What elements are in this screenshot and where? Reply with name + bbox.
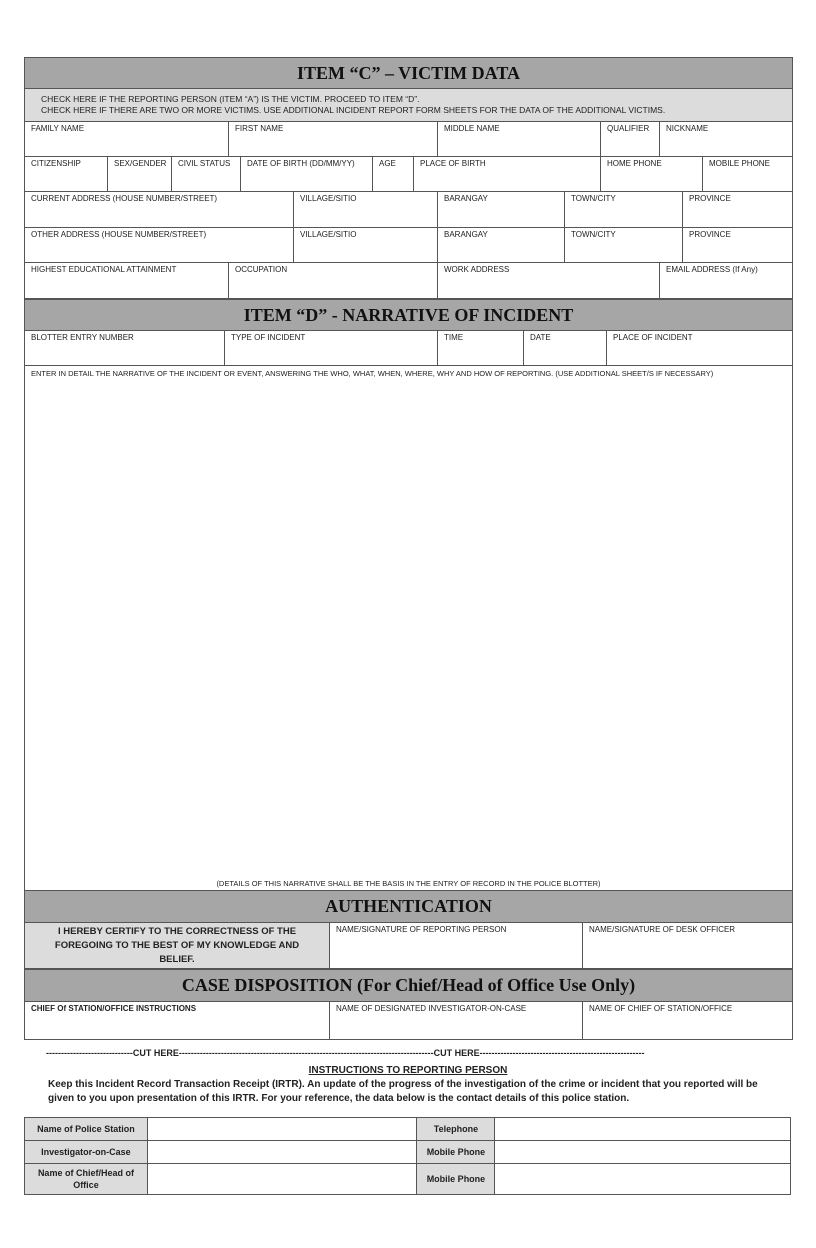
field-village-2[interactable]: VILLAGE/SITIO xyxy=(294,228,438,263)
table-row xyxy=(25,1141,791,1164)
field-chief-of-station[interactable]: NAME OF CHIEF OF STATION/OFFICE xyxy=(583,1002,793,1040)
section-header-narrative xyxy=(24,299,793,331)
field-email[interactable]: EMAIL ADDRESS (If Any) xyxy=(660,263,793,299)
check-victim-is-reporter[interactable]: CHECK HERE IF THE REPORTING PERSON (ITEM “A”) IS THE VICTIM. PROCEED TO ITEM “D”. xyxy=(41,94,420,104)
value-telephone[interactable] xyxy=(495,1118,791,1141)
field-current-address[interactable]: CURRENT ADDRESS (HOUSE NUMBER/STREET) xyxy=(24,192,294,228)
section-title: CASE DISPOSITION (For Chief/Head of Office Use Only) xyxy=(181,975,636,995)
field-home-phone[interactable]: HOME PHONE xyxy=(601,157,703,192)
field-qualifier[interactable]: QUALIFIER xyxy=(601,122,660,157)
field-sex-gender[interactable]: SEX/GENDER xyxy=(108,157,172,192)
table-row xyxy=(25,1118,791,1141)
field-barangay-1[interactable]: BARANGAY xyxy=(438,192,565,228)
value-chief[interactable] xyxy=(147,1164,417,1195)
field-town-2[interactable]: TOWN/CITY xyxy=(565,228,683,263)
field-town-1[interactable]: TOWN/CITY xyxy=(565,192,683,228)
table-row xyxy=(25,1164,791,1195)
value-police-station[interactable] xyxy=(147,1118,417,1141)
section-title: ITEM “D” - NARRATIVE OF INCIDENT xyxy=(243,304,574,325)
field-education[interactable]: HIGHEST EDUCATIONAL ATTAINMENT xyxy=(24,263,229,299)
field-province-1[interactable]: PROVINCE xyxy=(683,192,793,228)
field-nickname[interactable]: NICKNAME xyxy=(660,122,793,157)
field-village-1[interactable]: VILLAGE/SITIO xyxy=(294,192,438,228)
field-date-of-birth[interactable]: DATE OF BIRTH (DD/MM/YY) xyxy=(241,157,373,192)
section-header-victim xyxy=(24,57,793,89)
field-incident-date[interactable]: DATE xyxy=(524,331,607,366)
field-chief-instructions[interactable]: CHIEF Of STATION/OFFICE INSTRUCTIONS xyxy=(24,1002,330,1040)
instructions-body: Keep this Incident Record Transaction Receipt (IRTR). An update of the progress of the investigation of the crime or incident that you reported will be given to you upon presentation of this IRTR. For your reference, the data below is the contact details of this police station. xyxy=(48,1079,758,1104)
field-work-address[interactable]: WORK ADDRESS xyxy=(438,263,660,299)
field-age[interactable]: AGE xyxy=(373,157,414,192)
label-mobile-phone-2: Mobile Phone xyxy=(417,1164,495,1195)
label-telephone: Telephone xyxy=(417,1118,495,1141)
cut-line: -----------------------------CUT HERE-------------------------------------------------------------------------------------CUT HERE------------------------------------------------------- xyxy=(46,1048,645,1058)
narrative-textarea[interactable] xyxy=(24,366,793,890)
field-family-name[interactable]: FAMILY NAME xyxy=(24,122,229,157)
field-other-address[interactable]: OTHER ADDRESS (HOUSE NUMBER/STREET) xyxy=(24,228,294,263)
field-desk-officer-signature[interactable]: NAME/SIGNATURE OF DESK OFFICER xyxy=(583,923,793,969)
field-incident-type[interactable]: TYPE OF INCIDENT xyxy=(225,331,438,366)
field-first-name[interactable]: FIRST NAME xyxy=(229,122,438,157)
field-barangay-2[interactable]: BARANGAY xyxy=(438,228,565,263)
section-title: AUTHENTICATION xyxy=(325,896,492,916)
label-police-station: Name of Police Station xyxy=(25,1118,148,1141)
field-blotter-entry[interactable]: BLOTTER ENTRY NUMBER xyxy=(24,331,225,366)
field-reporting-person-signature[interactable]: NAME/SIGNATURE OF REPORTING PERSON xyxy=(330,923,583,969)
field-investigator-on-case[interactable]: NAME OF DESIGNATED INVESTIGATOR-ON-CASE xyxy=(330,1002,583,1040)
value-mobile-phone-2[interactable] xyxy=(495,1164,791,1195)
field-occupation[interactable]: OCCUPATION xyxy=(229,263,438,299)
contact-table xyxy=(24,1117,791,1195)
value-investigator[interactable] xyxy=(147,1141,417,1164)
label-chief: Name of Chief/Head of Office xyxy=(25,1164,148,1195)
field-incident-place[interactable]: PLACE OF INCIDENT xyxy=(607,331,793,366)
victim-checks xyxy=(24,89,793,122)
label-investigator: Investigator-on-Case xyxy=(25,1141,148,1164)
narrative-footnote: (DETAILS OF THIS NARRATIVE SHALL BE THE BASIS IN THE ENTRY OF RECORD IN THE POLICE BLOTTER) xyxy=(216,879,601,888)
check-multiple-victims[interactable]: CHECK HERE IF THERE ARE TWO OR MORE VICTIMS. USE ADDITIONAL INCIDENT REPORT FORM SHEETS FOR THE DATA OF THE ADDITIONAL VICTIMS. xyxy=(41,105,666,115)
field-incident-time[interactable]: TIME xyxy=(438,331,524,366)
section-title: ITEM “C” – VICTIM DATA xyxy=(296,62,520,83)
value-mobile-phone-1[interactable] xyxy=(495,1141,791,1164)
field-mobile-phone[interactable]: MOBILE PHONE xyxy=(703,157,793,192)
narrative-instruction: ENTER IN DETAIL THE NARRATIVE OF THE INCIDENT OR EVENT, ANSWERING THE WHO, WHAT, WHEN, WHERE, WHY AND HOW OF REPORTING. (USE ADDITIONAL SHEET/S IF NECESSARY) xyxy=(31,369,714,378)
certification-statement: I HEREBY CERTIFY TO THE CORRECTNESS OF THE FOREGOING TO THE BEST OF MY KNOWLEDGE AND BELIEF. xyxy=(24,923,330,969)
field-civil-status[interactable]: CIVIL STATUS xyxy=(172,157,241,192)
label-mobile-phone-1: Mobile Phone xyxy=(417,1141,495,1164)
field-province-2[interactable]: PROVINCE xyxy=(683,228,793,263)
instructions-title: INSTRUCTIONS TO REPORTING PERSON xyxy=(308,1065,508,1076)
field-citizenship[interactable]: CITIZENSHIP xyxy=(24,157,108,192)
section-header-disposition xyxy=(24,969,793,1002)
section-header-authentication xyxy=(24,890,793,923)
field-middle-name[interactable]: MIDDLE NAME xyxy=(438,122,601,157)
field-place-of-birth[interactable]: PLACE OF BIRTH xyxy=(414,157,601,192)
